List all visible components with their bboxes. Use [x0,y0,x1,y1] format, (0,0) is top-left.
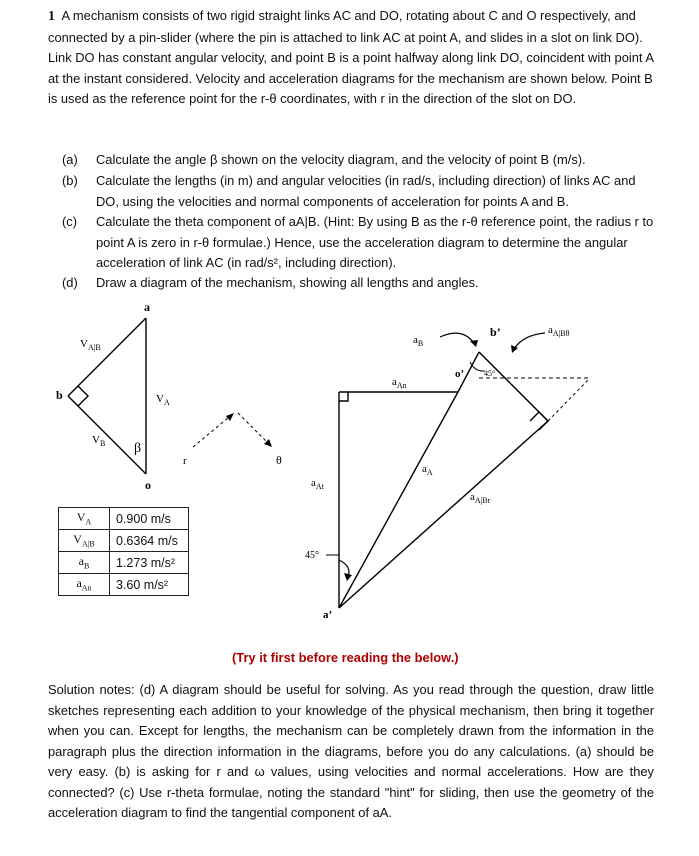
label-vab: $V_{A|B}$ [80,338,101,352]
part-a-text: Calculate the angle β shown on the velocity diagram, and the velocity of point B (m/s). [96,152,586,167]
label-45-top: 45° [484,369,496,378]
label-aABr: $a_{A|Br}$ [470,491,491,505]
label-beta: β [134,441,142,456]
value-cell: 3.60 m/s² [110,574,189,596]
table-row: $a_{An}$ 3.60 m/s² [59,574,189,596]
try-first-note: (Try it first before reading the below.) [232,650,459,665]
value-cell: 0.6364 m/s [110,530,189,552]
table-row: $V_A$ 0.900 m/s [59,508,189,530]
solution-notes: Solution notes: (d) A diagram should be useful for solving. As you read through the question, draw little sketches representing each addition to your knowledge of the physical mechanism, then bring it together when you can. Except for lengths, the mechanism can be completely drawn from the information in the paragraph plus the direction information in the diagrams, before you do any calculations. (a) should be very easy. (b) is asking for r and ω values, using velocities and normal accelerations. How are they connected? (c) Use r-theta formulae, noting the standard "hint" for sliding, then use the geometry of the acceleration diagram to find the tangential component of aA. [48,682,654,820]
value-cell: 1.273 m/s² [110,552,189,574]
label-va: $V_A$ [156,393,170,407]
leader-aABtheta [514,333,545,349]
part-b-text: Calculate the lengths (in m) and angular velocities (in rad/s, including direction) of links AC and DO, using the velocities and normal components of acceleration for points A and B. [96,173,636,209]
leader-aB-arrowhead [470,340,478,347]
corner-mark [339,392,348,401]
label-aAt: $a_{At}$ [311,477,324,491]
label-aA: $a_A$ [422,463,433,477]
problem-number: 1 [48,9,55,24]
label-b: b [56,388,63,402]
part-b-label: (b) [62,173,78,188]
part-c-text: Calculate the theta component of aA|B. (Hint: By using B as the r-θ reference point, the radius r to point A is zero in r-θ formulae.) Hence, use the acceleration diagram to determine the angular acceleration of link AC (in rad/s², including direction). [96,214,654,270]
label-o: o [145,478,151,492]
part-d-label: (d) [62,275,78,290]
label-aAn: $a_{An}$ [392,376,407,390]
label-bprime: b’ [490,325,501,339]
problem-intro-text: A mechanism consists of two rigid straight links AC and DO, rotating about C and O respectively, and connected by a pin-slider (where the pin is attached to link AC at point A, and slides in a slot on link DO). Link DO has constant angular velocity, and point B is a point halfway along link DO, coincident with point A at the instant considered. Velocity and acceleration diagrams for the mechanism are shown below. Point B is used as the reference point for the r-θ coordinates, with r in the direction of the slot on DO. [48,8,654,106]
value-cell: 0.900 m/s [110,508,189,530]
leader-aB [440,333,474,343]
dashed-extension [548,378,590,421]
label-45-left: 45° [305,550,319,561]
label-a: a [144,300,150,314]
label-aB: $a_B$ [413,334,424,348]
label-vb: $V_B$ [92,434,106,448]
right-angle-mark [530,412,548,430]
aABr-line [339,421,548,608]
part-d-text: Draw a diagram of the mechanism, showing all lengths and angles. [96,275,479,290]
label-theta: θ [276,453,282,467]
label-r: r [183,455,187,467]
angle-arc-arrowhead [344,573,352,581]
part-a-label: (a) [62,152,78,167]
part-c-label: (c) [62,214,78,229]
leader-aABtheta-arrowhead [511,345,518,353]
aABtheta-line [479,352,548,421]
label-aABtheta: $a_{A|B\theta}$ [548,324,570,338]
aA-line [339,392,458,608]
table-row: $a_B$ 1.273 m/s² [59,552,189,574]
label-oprime: o’ [455,368,465,380]
table-row: $V_{A|B}$ 0.6364 m/s [59,530,189,552]
label-aprime: a’ [323,609,333,621]
